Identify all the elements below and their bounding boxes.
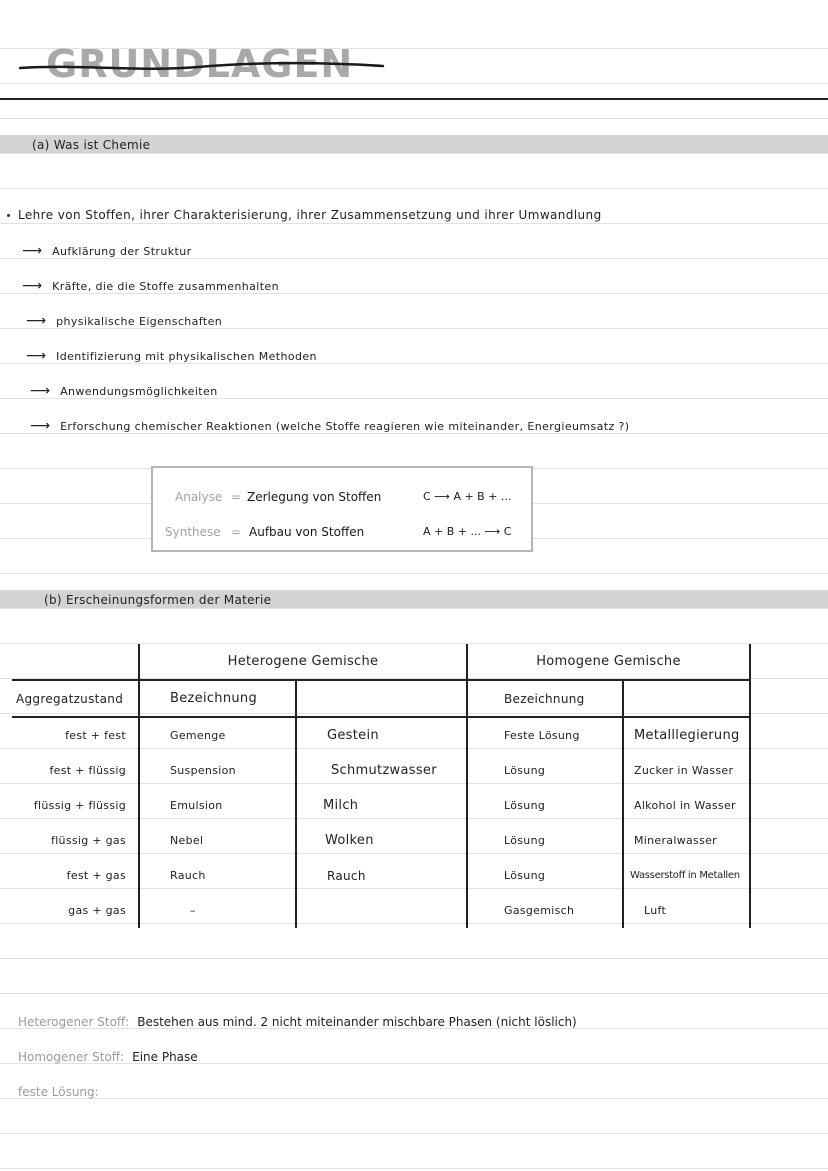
point-item: ⟶ Erforschung chemischer Reaktionen (welche Stoffe reagieren wie miteinander, Energieumsatz ?) — [30, 418, 630, 434]
analyse-formula: C ⟶ A + B + ... — [423, 490, 512, 503]
table-group-header-row — [12, 644, 751, 680]
definition-term: feste Lösung: — [18, 1085, 99, 1099]
section-a-heading: (a) Was ist Chemie — [32, 138, 151, 152]
definition-row — [18, 1085, 107, 1099]
synthese-term: Synthese — [165, 525, 221, 539]
synthese-definition: Aufbau von Stoffen — [249, 525, 365, 539]
definition-term: Heterogener Stoff: — [18, 1015, 130, 1029]
table-row: fest + flüssig Suspension Schmutzwasser Lösung Zucker in Wasser — [12, 753, 751, 788]
title-strikethrough-icon — [18, 38, 398, 94]
point-item: ⟶ physikalische Eigenschaften — [26, 313, 223, 329]
hom-bezeichnung-header: Bezeichnung — [467, 680, 623, 717]
table-row: fest + fest Gemenge Gestein Feste Lösung Metalllegierung — [12, 717, 751, 753]
title-divider — [0, 98, 828, 100]
arrow-right-icon: ⟶ — [22, 243, 43, 259]
bullet-dot-icon — [7, 214, 10, 217]
point-item: ⟶ Anwendungsmöglichkeiten — [30, 383, 218, 399]
section-b-heading: (b) Erscheinungsformen der Materie — [44, 593, 272, 607]
definition-term: Homogener Stoff: — [18, 1050, 125, 1064]
analyse-row — [153, 490, 531, 510]
arrow-right-icon: ⟶ — [26, 313, 47, 329]
chemistry-definition: Lehre von Stoffen, ihrer Charakterisierung, ihrer Zusammensetzung und ihrer Umwandlung — [18, 208, 602, 222]
title-text: GRUNDLAGEN — [46, 42, 354, 86]
arrow-right-icon: ⟶ — [30, 383, 51, 399]
table-row: fest + gas Rauch Rauch Lösung Wasserstoff in Metallen — [12, 858, 751, 893]
analyse-synthese-box — [151, 466, 533, 552]
heterogene-header: Heterogene Gemische — [139, 644, 467, 680]
definition-row — [18, 1050, 198, 1064]
arrow-right-icon: ⟶ — [22, 278, 43, 294]
table-row: gas + gas – Gasgemisch Luft — [12, 893, 751, 928]
arrow-right-icon: ⟶ — [26, 348, 47, 364]
synthese-row — [153, 525, 531, 545]
analyse-term: Analyse — [175, 490, 223, 504]
homogene-header: Homogene Gemische — [467, 644, 750, 680]
page-title — [18, 38, 398, 94]
table-sub-header-row — [12, 680, 751, 717]
synthese-formula: A + B + ... ⟶ C — [423, 525, 512, 538]
table-row: flüssig + gas Nebel Wolken Lösung Mineralwasser — [12, 823, 751, 858]
point-item: ⟶ Identifizierung mit physikalischen Methoden — [26, 348, 317, 364]
definition-text: Eine Phase — [132, 1050, 198, 1064]
het-bezeichnung-header: Bezeichnung — [139, 680, 296, 717]
matter-forms-table — [12, 644, 751, 928]
synthese-equals: = — [231, 525, 242, 539]
arrow-right-icon: ⟶ — [30, 418, 51, 434]
definition-row — [18, 1015, 577, 1029]
point-item: ⟶ Aufklärung der Struktur — [22, 243, 192, 259]
table-row: flüssig + flüssig Emulsion Milch Lösung Alkohol in Wasser — [12, 788, 751, 823]
definition-text: Bestehen aus mind. 2 nicht miteinander mischbare Phasen (nicht löslich) — [137, 1015, 577, 1029]
aggregatzustand-header: Aggregatzustand — [12, 680, 139, 717]
analyse-equals: = — [231, 490, 242, 504]
point-item: ⟶ Kräfte, die die Stoffe zusammenhalten — [22, 278, 279, 294]
analyse-definition: Zerlegung von Stoffen — [247, 490, 382, 504]
